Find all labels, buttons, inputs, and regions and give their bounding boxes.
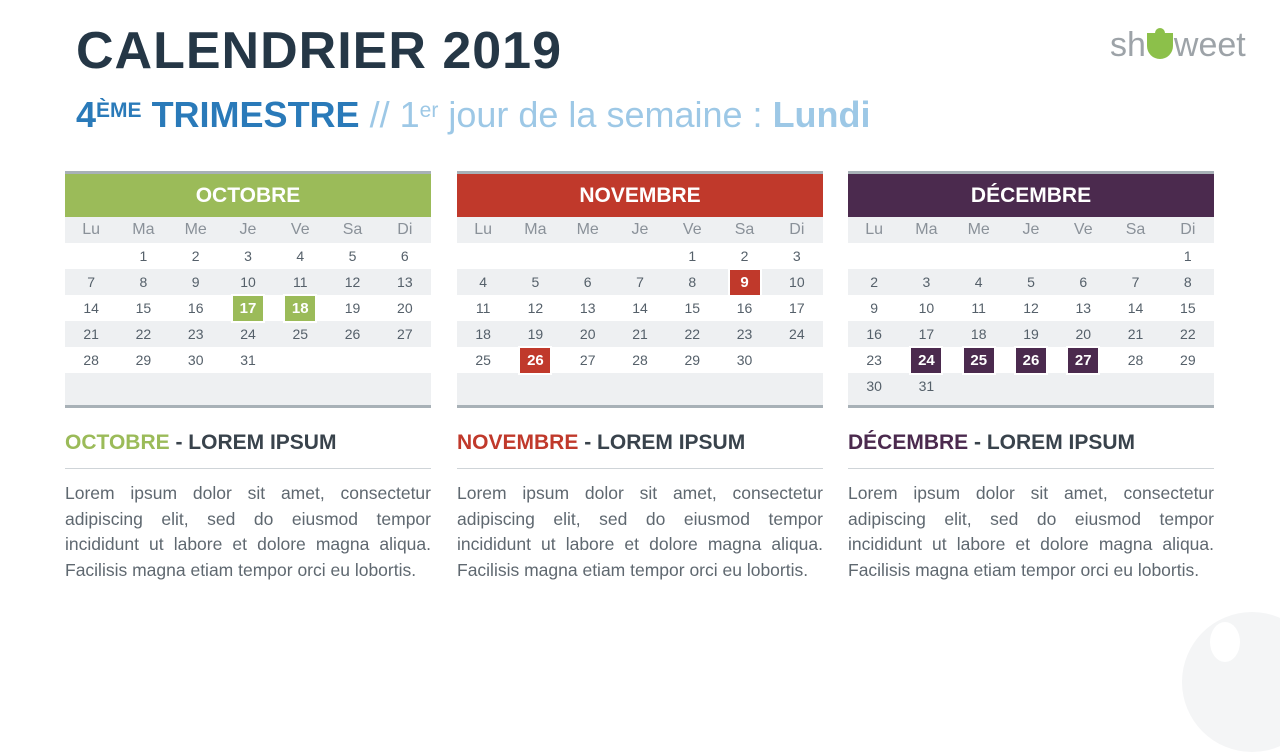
- page-title: CALENDRIER 2019: [76, 22, 563, 80]
- weekday-label: Ve: [682, 221, 702, 238]
- weekday-label: Lu: [82, 221, 101, 238]
- day-cell: 14: [83, 300, 99, 316]
- section-divider: [848, 468, 1214, 469]
- section-body-text: Lorem ipsum dolor sit amet, consectetur adipiscing elit, sed do eiusmod tempor incididunt ut labore et dolore magna aliqua. Facilisis magna etiam tempor orci eu lobortis.: [848, 483, 1214, 580]
- separator: //: [369, 94, 390, 135]
- month-header: NOVEMBRE: [457, 171, 823, 217]
- first-day-label: [370, 94, 763, 135]
- week-row: [457, 269, 823, 295]
- first-day-text: jour de la semaine :: [448, 94, 763, 135]
- day-number: 27: [1068, 348, 1098, 373]
- day-cell: 14: [632, 300, 648, 316]
- day-cell: 20: [1075, 326, 1092, 342]
- section-body-text: Lorem ipsum dolor sit amet, consectetur adipiscing elit, sed do eiusmod tempor incididunt ut labore et dolore magna aliqua. Facilisis magna etiam tempor orci eu lobortis.: [457, 483, 823, 580]
- day-cell: 20: [579, 326, 596, 342]
- highlighted-day: [900, 347, 952, 373]
- day-cell: 29: [135, 352, 152, 368]
- first-number: 1: [399, 94, 420, 135]
- highlighted-day: [509, 347, 561, 373]
- day-cell: 27: [579, 352, 596, 368]
- day-cell: 10: [918, 300, 935, 316]
- empty-day-cell: [1057, 373, 1109, 399]
- calendar-footer: [457, 373, 823, 408]
- weekday-label: Me: [967, 221, 990, 238]
- day-cell: 3: [922, 274, 931, 290]
- empty-day-cell: [379, 347, 431, 373]
- week-row: [848, 243, 1214, 269]
- weekday-label: Sa: [734, 221, 755, 238]
- empty-day-cell: [1109, 243, 1161, 269]
- section-title: [848, 430, 1214, 456]
- highlighted-day: [953, 347, 1005, 373]
- week-row: [848, 347, 1214, 373]
- section-month: OCTOBRE: [65, 431, 170, 454]
- day-cell: 12: [344, 274, 361, 290]
- day-number: 17: [233, 296, 263, 321]
- calendar-footer: [65, 373, 431, 408]
- quarter-word: TRIMESTRE: [151, 94, 360, 135]
- day-cell: 3: [792, 248, 801, 264]
- day-cell: 4: [296, 248, 305, 264]
- month-calendar: [848, 171, 1214, 408]
- day-cell: 18: [970, 326, 987, 342]
- empty-day-cell: [562, 243, 614, 269]
- section-title: [457, 430, 823, 456]
- day-grid: [65, 217, 431, 373]
- week-row: [848, 373, 1214, 399]
- empty-day-cell: [509, 243, 561, 269]
- day-cell: 28: [632, 352, 648, 368]
- weekday-label: Lu: [865, 221, 884, 238]
- week-row: [457, 347, 823, 373]
- day-cell: 16: [736, 300, 753, 316]
- week-row: [65, 321, 431, 347]
- section-suffix: - LOREM IPSUM: [175, 431, 337, 454]
- section-suffix: - LOREM IPSUM: [584, 431, 746, 454]
- day-cell: 11: [971, 300, 986, 316]
- day-cell: 15: [1180, 300, 1196, 316]
- day-cell: 31: [918, 378, 935, 394]
- calendar-footer: [848, 399, 1214, 408]
- day-cell: 6: [1079, 274, 1088, 290]
- day-number: 24: [911, 348, 941, 373]
- day-cell: 23: [187, 326, 204, 342]
- showeet-logo: [1110, 24, 1246, 66]
- empty-day-cell: [326, 347, 378, 373]
- empty-day-cell: [274, 347, 326, 373]
- day-cell: 11: [292, 274, 308, 290]
- day-cell: 5: [348, 248, 357, 264]
- day-cell: 4: [974, 274, 983, 290]
- day-cell: 31: [240, 352, 256, 368]
- day-cell: 3: [244, 248, 252, 264]
- quarter-number: 4: [76, 94, 97, 135]
- day-cell: 4: [479, 274, 488, 290]
- month-calendar: [65, 171, 431, 408]
- day-cell: 30: [187, 352, 204, 368]
- day-cell: 21: [83, 326, 99, 342]
- day-number: 26: [1016, 348, 1046, 373]
- day-cell: 23: [866, 352, 882, 368]
- day-cell: 5: [531, 274, 540, 290]
- day-cell: 13: [397, 274, 413, 290]
- highlighted-day: [718, 269, 770, 295]
- week-row: [457, 243, 823, 269]
- day-cell: 21: [1127, 326, 1144, 342]
- weekday-label: Sa: [1125, 221, 1146, 238]
- day-cell: 6: [400, 248, 409, 264]
- month-header: OCTOBRE: [65, 171, 431, 217]
- section-month: DÉCEMBRE: [848, 431, 969, 454]
- weekday-label: Di: [397, 221, 413, 238]
- day-cell: 17: [789, 300, 805, 316]
- day-cell: 12: [1023, 300, 1039, 316]
- day-cell: 13: [579, 300, 596, 316]
- day-cell: 8: [688, 274, 697, 290]
- week-row: [65, 269, 431, 295]
- week-row: [848, 295, 1214, 321]
- first-suffix: er: [419, 99, 439, 122]
- day-cell: 7: [1131, 274, 1140, 290]
- empty-day-cell: [953, 373, 1005, 399]
- empty-day-cell: [953, 243, 1005, 269]
- day-number: 9: [730, 270, 760, 295]
- day-cell: 23: [736, 326, 753, 342]
- week-row: [457, 295, 823, 321]
- day-cell: 7: [87, 274, 96, 290]
- logo-text-start: sh: [1110, 26, 1146, 64]
- section-suffix: - LOREM IPSUM: [974, 431, 1136, 454]
- day-cell: 16: [866, 326, 882, 342]
- day-cell: 19: [1023, 326, 1039, 342]
- weekday-label: Sa: [342, 221, 363, 238]
- day-cell: 1: [1183, 248, 1192, 264]
- day-cell: 19: [344, 300, 361, 316]
- logo-text-end: weet: [1173, 26, 1246, 64]
- day-cell: 9: [191, 274, 200, 290]
- day-cell: 27: [397, 326, 413, 342]
- empty-day-cell: [1057, 243, 1109, 269]
- highlighted-day: [222, 295, 274, 321]
- weekday-row: [65, 217, 431, 243]
- section-month: NOVEMBRE: [457, 431, 579, 454]
- highlighted-day: [274, 295, 326, 321]
- weekday-label: Ve: [290, 221, 310, 238]
- weekday-label: Je: [1022, 221, 1040, 238]
- weekday-label: Ma: [915, 221, 938, 238]
- day-cell: 1: [688, 248, 697, 264]
- day-cell: 26: [344, 326, 361, 342]
- weekday-label: Lu: [474, 221, 493, 238]
- day-cell: 10: [240, 274, 256, 290]
- day-number: 18: [285, 296, 315, 321]
- day-cell: 6: [583, 274, 592, 290]
- highlighted-day: [1057, 347, 1109, 373]
- day-cell: 19: [527, 326, 544, 342]
- empty-day-cell: [848, 243, 900, 269]
- quarter-label: [76, 94, 360, 135]
- subtitle: [76, 92, 871, 138]
- empty-day-cell: [1109, 373, 1161, 399]
- day-cell: 5: [1027, 274, 1035, 290]
- weekday-label: Me: [576, 221, 599, 238]
- day-cell: 8: [1183, 274, 1192, 290]
- day-cell: 7: [636, 274, 644, 290]
- section-divider: [65, 468, 431, 469]
- day-cell: 28: [1127, 352, 1144, 368]
- day-cell: 14: [1127, 300, 1144, 316]
- week-row: [848, 269, 1214, 295]
- empty-day-cell: [1162, 373, 1214, 399]
- week-row: [65, 243, 431, 269]
- watermark-shape: [1182, 612, 1280, 752]
- day-cell: 30: [736, 352, 753, 368]
- day-cell: 16: [187, 300, 204, 316]
- day-cell: 8: [139, 274, 148, 290]
- weekday-label: Ma: [132, 221, 155, 238]
- empty-day-cell: [1005, 243, 1057, 269]
- section-title: [65, 430, 431, 456]
- first-day-value: Lundi: [772, 94, 871, 135]
- day-cell: 9: [870, 300, 879, 316]
- day-cell: 15: [684, 300, 701, 316]
- month-header: DÉCEMBRE: [848, 171, 1214, 217]
- weekday-label: Je: [631, 221, 649, 238]
- day-cell: 29: [1180, 352, 1196, 368]
- day-cell: 18: [475, 326, 491, 342]
- day-cell: 29: [684, 352, 701, 368]
- day-cell: 17: [918, 326, 935, 342]
- day-cell: 1: [139, 248, 148, 264]
- week-row: [848, 321, 1214, 347]
- day-number: 26: [520, 348, 550, 373]
- weekday-label: Di: [789, 221, 805, 238]
- empty-day-cell: [1005, 373, 1057, 399]
- quarter-suffix: ÈME: [96, 99, 142, 122]
- week-row: [65, 347, 431, 373]
- day-cell: 2: [740, 248, 749, 264]
- weekday-label: Me: [184, 221, 207, 238]
- week-row: [65, 295, 431, 321]
- empty-day-cell: [614, 243, 666, 269]
- day-cell: 11: [475, 300, 491, 316]
- day-cell: 12: [527, 300, 544, 316]
- day-cell: 13: [1075, 300, 1092, 316]
- week-row: [457, 321, 823, 347]
- day-cell: 2: [870, 274, 879, 290]
- section-divider: [457, 468, 823, 469]
- day-cell: 28: [83, 352, 99, 368]
- weekday-row: [848, 217, 1214, 243]
- weekday-row: [457, 217, 823, 243]
- empty-day-cell: [65, 243, 117, 269]
- day-cell: 25: [292, 326, 309, 342]
- month-calendar: [457, 171, 823, 408]
- section-body-text: Lorem ipsum dolor sit amet, consectetur adipiscing elit, sed do eiusmod tempor incididunt ut labore et dolore magna aliqua. Facilisis magna etiam tempor orci eu lobortis.: [65, 483, 431, 580]
- day-cell: 24: [789, 326, 805, 342]
- empty-day-cell: [771, 347, 823, 373]
- day-cell: 10: [789, 274, 805, 290]
- day-cell: 22: [135, 326, 152, 342]
- day-cell: 15: [135, 300, 152, 316]
- weekday-label: Je: [239, 221, 257, 238]
- day-cell: 25: [475, 352, 491, 368]
- weekday-label: Ma: [524, 221, 547, 238]
- day-cell: 22: [684, 326, 701, 342]
- empty-day-cell: [457, 243, 509, 269]
- highlighted-day: [1005, 347, 1057, 373]
- day-cell: 20: [397, 300, 413, 316]
- day-cell: 24: [240, 326, 256, 342]
- leaf-smile-icon: [1147, 33, 1173, 59]
- empty-day-cell: [900, 243, 952, 269]
- day-cell: 22: [1180, 326, 1196, 342]
- day-cell: 2: [191, 248, 200, 264]
- weekday-label: Di: [1180, 221, 1196, 238]
- day-grid: [848, 217, 1214, 399]
- day-number: 25: [964, 348, 994, 373]
- weekday-label: Ve: [1073, 221, 1093, 238]
- day-grid: [457, 217, 823, 373]
- day-cell: 30: [866, 378, 882, 394]
- day-cell: 21: [632, 326, 648, 342]
